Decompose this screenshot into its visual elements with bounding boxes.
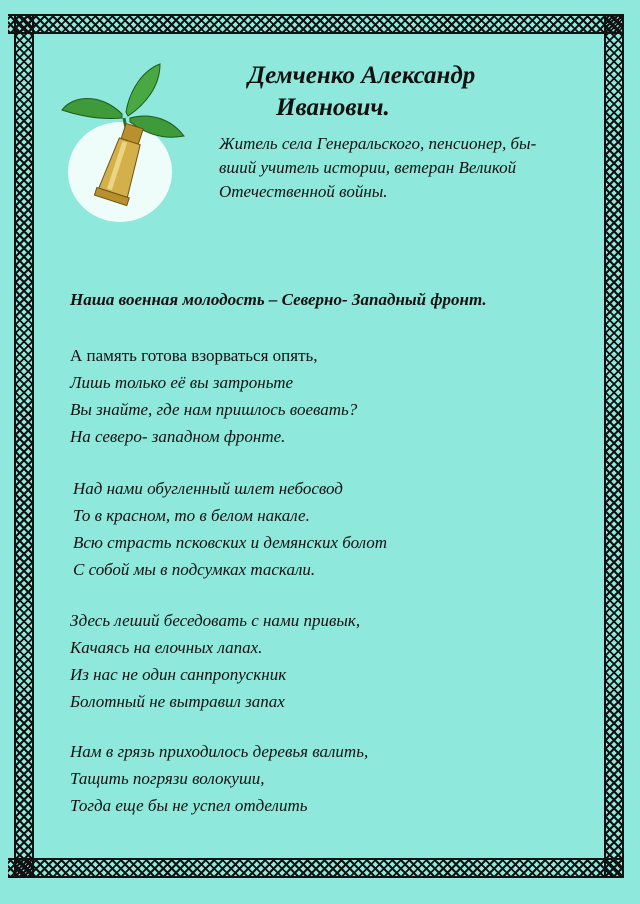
poem-line: Из нас не один санпропускник: [70, 665, 287, 684]
bullet-shell-sprout-icon: [60, 62, 190, 222]
poem-stanza-4: [70, 738, 368, 819]
author-bio-line: Житель села Генеральского, пенсионер, бы-: [219, 134, 537, 153]
poem-line: Болотный не вытравил запах: [70, 692, 285, 711]
poem-line: Всю страсть псковских и демянских болот: [73, 533, 388, 552]
poem-line: Тогда еще бы не успел отделить: [70, 796, 308, 815]
author-bio-line: вший учитель истории, ветеран Великой: [219, 158, 517, 177]
ornamental-border-bottom: [8, 858, 624, 878]
poem-line: Вы знайте, где нам пришлось воевать?: [70, 400, 358, 419]
poem-line: На северо- западном фронте.: [70, 427, 286, 446]
author-bio-line: Отечественной войны.: [219, 182, 388, 201]
poem-line: Здесь леший беседовать с нами привык,: [70, 611, 361, 630]
author-bio: [219, 132, 591, 204]
poem-line: Тащить погрязи волокуши,: [70, 769, 265, 788]
poem-line: Качаясь на елочных лапах.: [70, 638, 263, 657]
ornamental-border-right: [604, 14, 624, 878]
ornamental-border-top: [8, 14, 624, 34]
poem-line: Нам в грязь приходилось деревья валить,: [70, 742, 369, 761]
poem-stanza-1: [70, 342, 357, 450]
poem-stanza-3: [70, 607, 360, 715]
poem-line: С собой мы в подсумках таскали.: [73, 560, 316, 579]
author-patronymic: Иванович.: [276, 94, 390, 121]
poem-stanza-2: [73, 475, 387, 583]
poem-title: Наша военная молодость – Северно- Западный фронт.: [70, 290, 487, 309]
poem-line: Лишь только её вы затроньте: [70, 373, 294, 392]
poem-line: Над нами обугленный шлет небосвод: [73, 479, 343, 498]
poem-line: А память готова взорваться опять,: [70, 346, 318, 365]
poem-line: То в красном, то в белом накале.: [73, 506, 310, 525]
author-name: Демченко Александр: [248, 62, 476, 89]
ornamental-border-left: [14, 14, 34, 878]
